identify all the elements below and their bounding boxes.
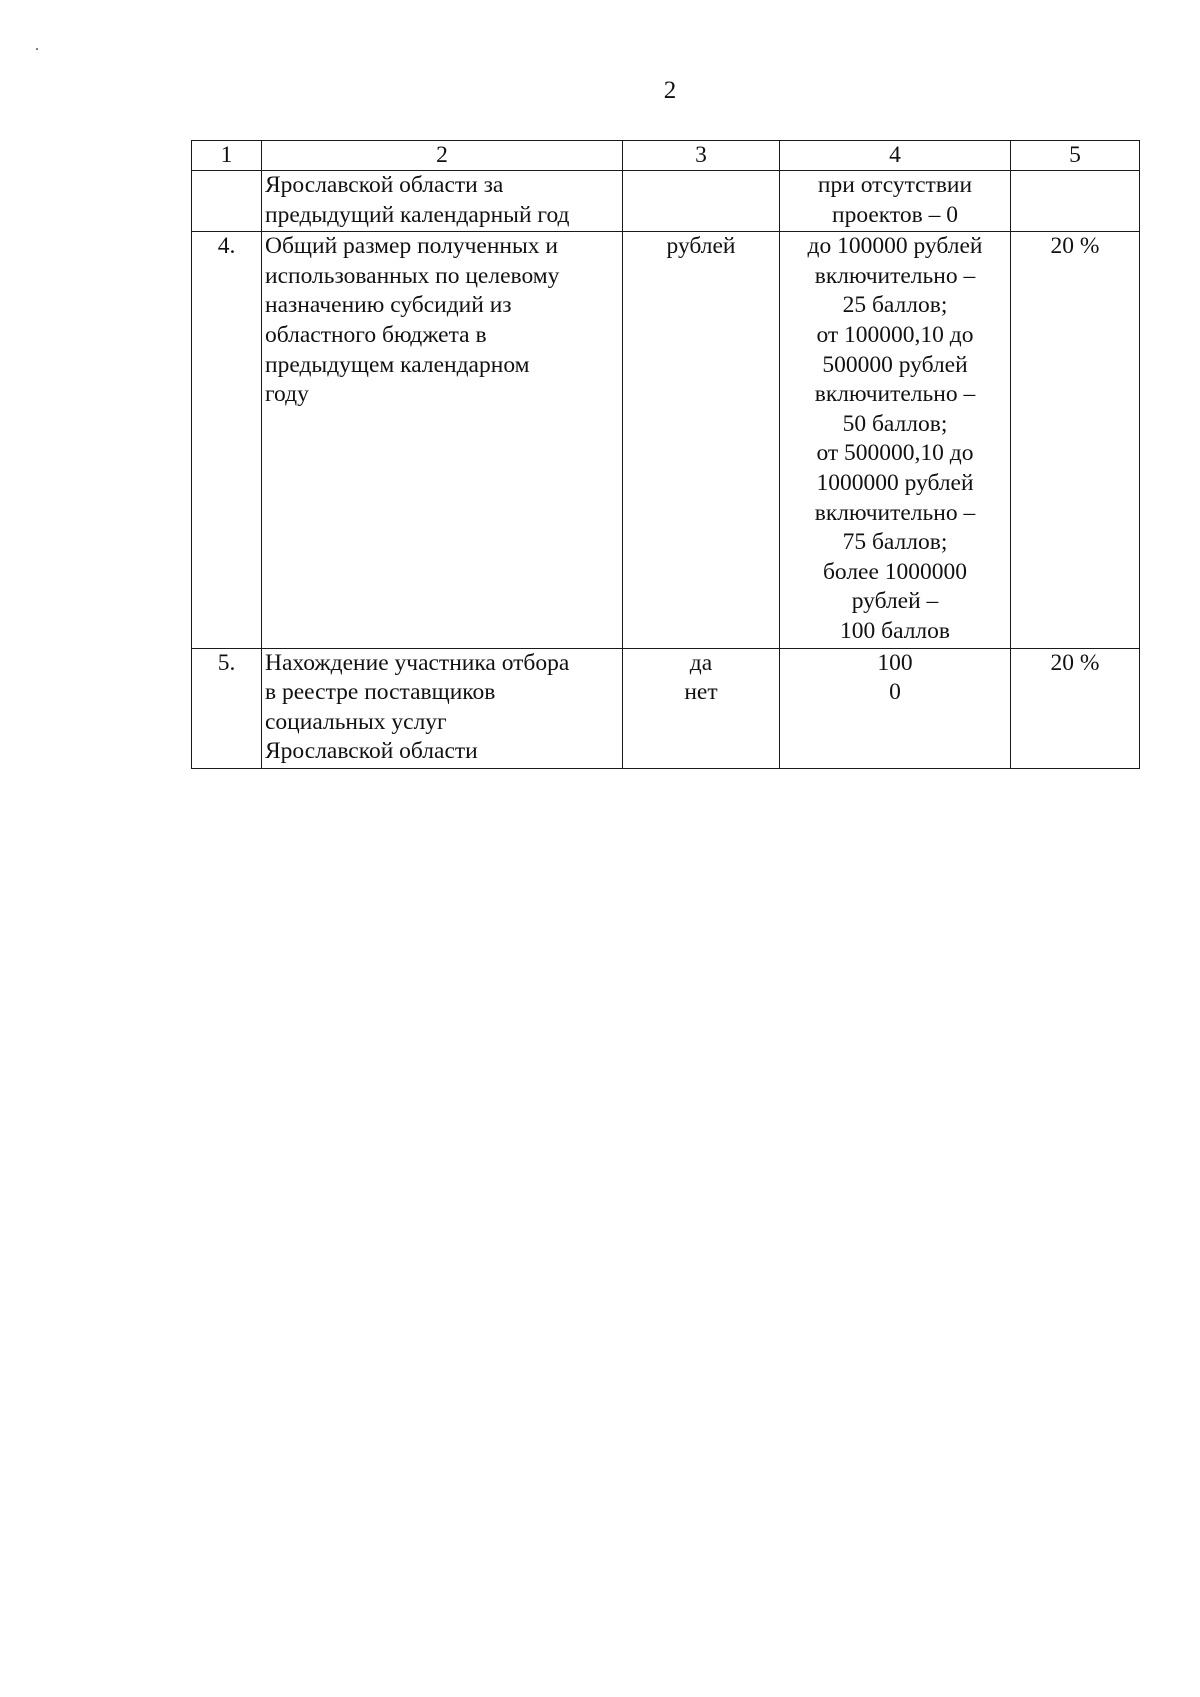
table-header-row: [192, 141, 1140, 171]
unit-cell: [623, 171, 780, 232]
row-number-cell: 5.: [192, 648, 262, 768]
column-unit-header: 3: [623, 141, 780, 171]
table-row: [192, 171, 1140, 232]
column-weight-header: 5: [1011, 141, 1140, 171]
table-row: [192, 232, 1140, 648]
criterion-cell: Ярославской области за предыдущий календарный год: [262, 171, 623, 232]
row-number-cell: [192, 171, 262, 232]
column-criterion-header: 2: [262, 141, 623, 171]
criterion-cell: Нахождение участника отбора в реестре поставщиков социальных услуг Ярославской области: [262, 648, 623, 768]
column-scale-header: 4: [780, 141, 1011, 171]
unit-cell: да нет: [623, 648, 780, 768]
criterion-cell: Общий размер полученных и использованных по целевому назначению субсидий из областного бюджета в предыдущем календарном году: [262, 232, 623, 648]
scale-cell: 100 0: [780, 648, 1011, 768]
scale-cell: до 100000 рублей включительно – 25 баллов; от 100000,10 до 500000 рублей включительно – 50 баллов; от 500000,10 до 1000000 рублей включительно – 75 баллов; более 1000000 рублей – 100 баллов: [780, 232, 1011, 648]
weight-cell: [1011, 171, 1140, 232]
table-row: [192, 648, 1140, 768]
unit-cell: рублей: [623, 232, 780, 648]
weight-cell: 20 %: [1011, 648, 1140, 768]
row-number-cell: 4.: [192, 232, 262, 648]
criteria-table: [191, 140, 1140, 769]
weight-cell: 20 %: [1011, 232, 1140, 648]
scan-speck: [36, 48, 38, 50]
scale-cell: при отсутствии проектов – 0: [780, 171, 1011, 232]
page-number: 2: [663, 77, 677, 104]
column-number-header: 1: [192, 141, 262, 171]
